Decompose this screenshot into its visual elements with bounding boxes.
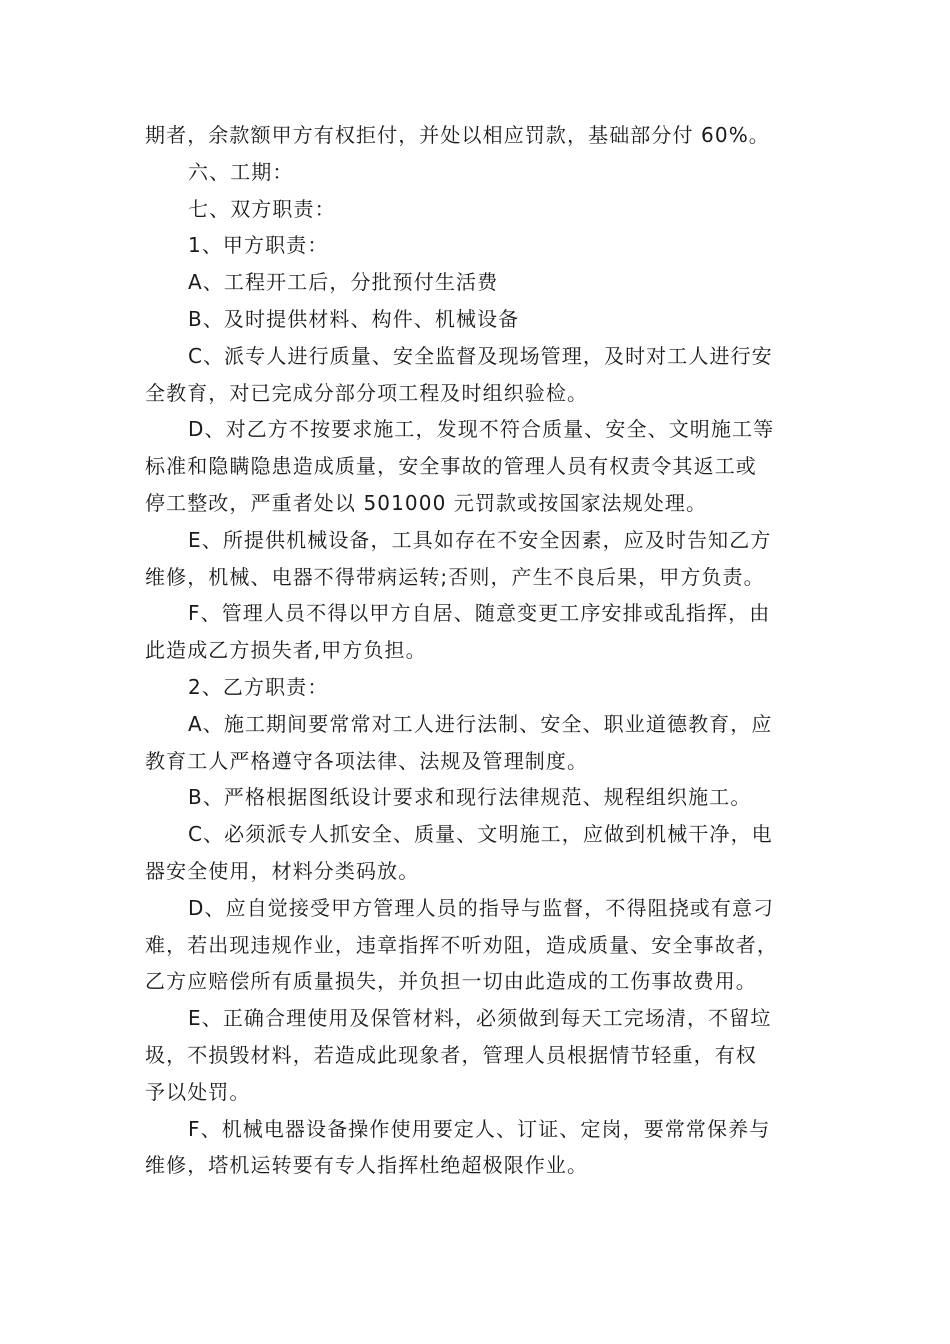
text-line: A、施工期间要常常对工人进行法制、安全、职业道德教育，应 xyxy=(188,711,773,736)
text-line: 乙方应赔偿所有质量损失，并负担一切由此造成的工伤事故费用。 xyxy=(145,969,757,994)
paragraph xyxy=(145,117,810,154)
text-line: C、派专人进行质量、安全监督及现场管理，及时对工人进行安 xyxy=(188,343,773,368)
text-line: 全教育，对已完成分部分项工程及时组织验检。 xyxy=(145,380,589,405)
paragraph xyxy=(145,595,810,669)
text-line: 圾，不损毁材料，若造成此现象者，管理人员根据情节轻重，有权 xyxy=(145,1042,757,1067)
text-line: 此造成乙方损失者,甲方负担。 xyxy=(145,638,427,663)
paragraph xyxy=(145,154,810,191)
text-line: B、严格根据图纸设计要求和现行法律规范、规程组织施工。 xyxy=(188,785,752,810)
text-line: B、及时提供材料、构件、机械设备 xyxy=(188,306,520,331)
text-line: C、必须派专人抓安全、质量、文明施工，应做到机械干净，电 xyxy=(188,822,773,847)
text-line: 1、甲方职责： xyxy=(188,233,329,258)
paragraph xyxy=(145,1000,810,1110)
paragraph xyxy=(145,301,810,338)
paragraph xyxy=(145,522,810,596)
paragraph xyxy=(145,411,810,521)
text-line: A、工程开工后，分批预付生活费 xyxy=(188,270,499,295)
text-line: D、应自觉接受甲方管理人员的指导与监督，不得阻挠或有意刁 xyxy=(188,895,775,920)
text-line: E、正确合理使用及保管材料，必须做到每天工完场清，不留垃 xyxy=(188,1006,772,1031)
document-body xyxy=(145,117,810,1184)
text-line: 六、工期： xyxy=(188,159,294,184)
text-line: 难，若出现违规作业，违章指挥不听劝阻，造成质量、安全事故者， xyxy=(145,932,778,957)
text-line: F、管理人员不得以甲方自居、随意变更工序安排或乱指挥，由 xyxy=(188,601,771,626)
paragraph xyxy=(145,1111,810,1185)
text-line: 七、双方职责： xyxy=(188,196,336,221)
paragraph xyxy=(145,669,810,706)
text-line: 2、乙方职责： xyxy=(188,674,329,699)
text-line: 维修，塔机运转要有专人指挥杜绝超极限作业。 xyxy=(145,1153,589,1178)
text-line: 停工整改，严重者处以 501000 元罚款或按国家法规处理。 xyxy=(145,490,708,515)
text-line: 教育工人严格遵守各项法律、法规及管理制度。 xyxy=(145,748,589,773)
paragraph xyxy=(145,706,810,780)
text-line: 维修，机械、电器不得带病运转;否则，产生不良后果，甲方负责。 xyxy=(145,564,765,589)
paragraph xyxy=(145,191,810,228)
text-line: 标准和隐瞒隐患造成质量，安全事故的管理人员有权责令其返工或 xyxy=(145,454,757,479)
text-line: 予以处罚。 xyxy=(145,1079,251,1104)
text-line: 器安全使用，材料分类码放。 xyxy=(145,858,420,883)
paragraph xyxy=(145,816,810,890)
paragraph xyxy=(145,338,810,412)
paragraph xyxy=(145,264,810,301)
paragraph xyxy=(145,779,810,816)
text-line: F、机械电器设备操作使用要定人、订证、定岗，要常常保养与 xyxy=(188,1116,771,1141)
text-line: E、所提供机械设备，工具如存在不安全因素，应及时告知乙方 xyxy=(188,527,772,552)
text-line: 期者，余款额甲方有权拒付，并处以相应罚款，基础部分付 60%。 xyxy=(145,123,770,147)
paragraph xyxy=(145,227,810,264)
paragraph xyxy=(145,890,810,1000)
text-line: D、对乙方不按要求施工，发现不符合质量、安全、文明施工等 xyxy=(188,417,775,442)
